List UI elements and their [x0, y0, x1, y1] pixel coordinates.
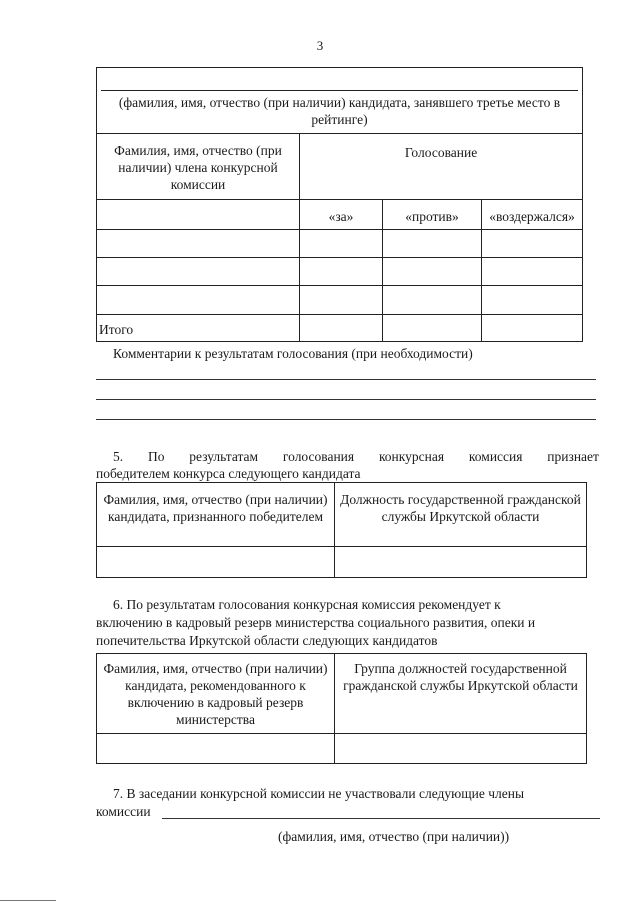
comments-label: Комментарии к результатам голосования (при необходимости): [113, 346, 473, 361]
section6-line2: включению в кадровый резерв министерства социального развития, опеки и: [96, 615, 536, 630]
section7-line1: 7. В заседании конкурсной комиссии не участвовали следующие члены: [113, 786, 525, 801]
comment-line: [96, 399, 596, 400]
voting-header: Голосование: [300, 134, 583, 200]
voting-table: [96, 67, 583, 342]
reserve-table: [96, 653, 587, 764]
col-abstain: «воздержался»: [482, 200, 583, 230]
section6-line1: 6. По результатам голосования конкурсная комиссия рекомендует к: [113, 597, 501, 612]
reserve-group-header: Группа должностей государственной гражданской службы Иркутской области: [335, 654, 587, 734]
table-row: [97, 547, 587, 578]
footer-line: [0, 900, 56, 901]
candidate-cell: [97, 68, 583, 134]
section5-line1: 5. По результатам голосования конкурсная комиссия признает: [113, 449, 599, 464]
col-for: «за»: [300, 200, 383, 230]
table-row: [97, 230, 583, 258]
winner-name-header: Фамилия, имя, отчество (при наличии) кандидата, признанного победителем: [97, 483, 335, 547]
reserve-name-header: Фамилия, имя, отчество (при наличии) кандидата, рекомендованного к включению в кадровый резерв министерства: [97, 654, 335, 734]
winner-table: [96, 482, 587, 578]
winner-position-header: Должность государственной гражданской службы Иркутской области: [335, 483, 587, 547]
total-label: Итого: [97, 315, 300, 342]
section7-line2-prefix: комиссии: [96, 804, 151, 819]
section6-line3: попечительства Иркутской области следующих кандидатов: [96, 633, 438, 648]
section7-caption: (фамилия, имя, отчество (при наличии)): [278, 829, 510, 844]
comment-line: [96, 379, 596, 380]
table-row: [97, 258, 583, 286]
comment-line: [96, 419, 596, 420]
member-cell: [97, 200, 300, 230]
table-row: [97, 286, 583, 315]
table-row: [97, 734, 587, 764]
candidate-caption: (фамилия, имя, отчество (при наличии) кандидата, занявшего третье место в рейтинге): [118, 95, 561, 127]
page-number: 3: [316, 38, 324, 53]
section5-line2: победителем конкурса следующего кандидата: [96, 466, 361, 481]
absent-members-line: [162, 818, 600, 819]
member-header: Фамилия, имя, отчество (при наличии) члена конкурсной комиссии: [97, 134, 300, 200]
col-against: «против»: [383, 200, 482, 230]
